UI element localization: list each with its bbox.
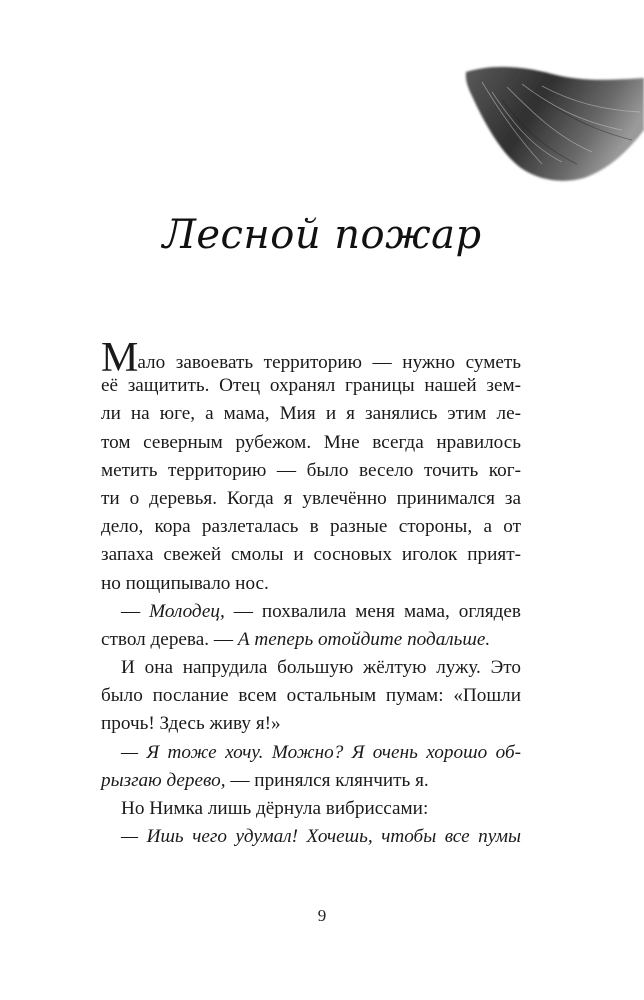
- text-line: — Я тоже хочу. Можно? Я очень хорошо об-: [121, 741, 521, 763]
- text-line: Мало завоевать территорию — нужно суметь: [101, 335, 521, 381]
- drop-cap: М: [101, 335, 138, 381]
- text-line: — Молодец, — похвалила меня мама, оглядев: [121, 600, 521, 622]
- text-line: было послание всем остальным пумам: «Пошли: [101, 685, 521, 707]
- text-line: ли на юге, а мама, Мия и я занялись этим ле-: [101, 403, 521, 425]
- text-line: прочь! Здесь живу я!»: [101, 713, 281, 735]
- text-line: но пощипывало нос.: [101, 572, 269, 594]
- puma-tail-illustration: [462, 52, 644, 184]
- text-line: метить территорию — было весело точить ког-: [101, 459, 521, 481]
- text-line: том северным рубежом. Мне всегда нравилось: [101, 431, 521, 453]
- text-line: И она напрудила большую жёлтую лужу. Это: [121, 657, 521, 679]
- text-line: — Ишь чего удумал! Хочешь, чтобы все пумы: [121, 826, 521, 848]
- text-line: дело, кора разлеталась в разные стороны, а от: [101, 516, 521, 538]
- text-line: Но Нимка лишь дёрнула вибриссами:: [121, 798, 429, 819]
- text-line: её защитить. Отец охранял границы нашей зем-: [101, 375, 521, 397]
- text-line: ти о деревья. Когда я увлечённо принимался за: [101, 487, 521, 509]
- chapter-title: Лесной пожар: [162, 212, 482, 258]
- text-line: запаха свежей смолы и сосновых иголок прият-: [101, 544, 521, 566]
- text-line: рызгаю дерево, — принялся клянчить я.: [101, 769, 429, 791]
- page-number: 9: [317, 906, 327, 925]
- body-text: [101, 335, 521, 851]
- text-line: ствол дерева. — А теперь отойдите подальше.: [101, 628, 491, 650]
